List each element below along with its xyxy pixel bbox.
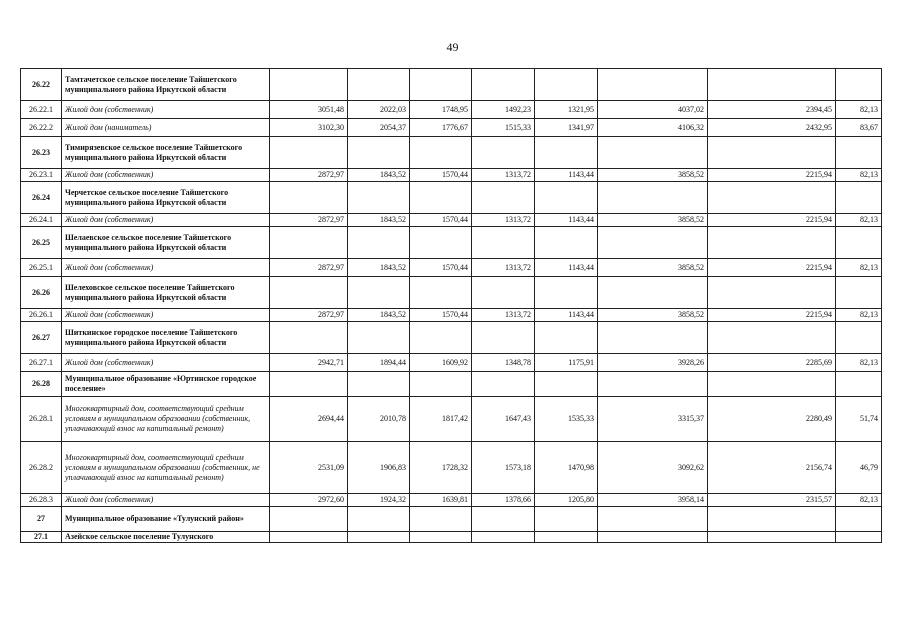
- cell: 1843,52: [348, 309, 410, 322]
- cell: [348, 532, 410, 543]
- row-name: Многоквартирный дом, соответствующий средним условиям в муниципальном образовании (собственник, уплачивающий взнос на капитальный ремонт): [62, 397, 270, 442]
- cell: 1776,67: [410, 119, 472, 137]
- cell: [708, 227, 836, 259]
- cell: 2694,44: [270, 397, 348, 442]
- cell: [598, 69, 708, 101]
- row-name: Жилой дом (собственник): [62, 309, 270, 322]
- cell: [836, 227, 882, 259]
- cell: [472, 322, 535, 354]
- cell: 1313,72: [472, 214, 535, 227]
- cell: 3051,48: [270, 101, 348, 119]
- cell: [348, 69, 410, 101]
- cell: 2872,97: [270, 309, 348, 322]
- cell: 4037,02: [598, 101, 708, 119]
- row-code: 26.26.1: [21, 309, 62, 322]
- cell: [836, 507, 882, 532]
- cell: 2394,45: [708, 101, 836, 119]
- row-code: 26.25: [21, 227, 62, 259]
- row-name: Жилой дом (собственник): [62, 354, 270, 372]
- cell: [472, 227, 535, 259]
- cell: [598, 532, 708, 543]
- table-row: [21, 507, 882, 532]
- cell: 1143,44: [535, 214, 598, 227]
- cell: [410, 322, 472, 354]
- cell: [472, 182, 535, 214]
- table-row: [21, 532, 882, 543]
- table-row: [21, 182, 882, 214]
- row-name: Жилой дом (собственник): [62, 214, 270, 227]
- cell: 1378,66: [472, 494, 535, 507]
- cell: 1817,42: [410, 397, 472, 442]
- cell: 1843,52: [348, 169, 410, 182]
- row-code: 26.28.1: [21, 397, 62, 442]
- row-code: 27: [21, 507, 62, 532]
- cell: 1313,72: [472, 169, 535, 182]
- cell: 2215,94: [708, 259, 836, 277]
- cell: [410, 532, 472, 543]
- cell: 1570,44: [410, 259, 472, 277]
- table-row: [21, 227, 882, 259]
- cell: [472, 277, 535, 309]
- table-body: [21, 69, 882, 543]
- cell: [598, 277, 708, 309]
- cell: [708, 182, 836, 214]
- cell: 1728,32: [410, 442, 472, 494]
- row-name: Муниципальное образование «Тулунский район»: [62, 507, 270, 532]
- cell: [708, 277, 836, 309]
- row-code: 26.22: [21, 69, 62, 101]
- cell: [348, 182, 410, 214]
- cell: [472, 507, 535, 532]
- table-row: [21, 494, 882, 507]
- cell: [708, 137, 836, 169]
- cell: 1143,44: [535, 259, 598, 277]
- row-code: 26.25.1: [21, 259, 62, 277]
- cell: [410, 137, 472, 169]
- cell: 82,13: [836, 354, 882, 372]
- cell: 1348,78: [472, 354, 535, 372]
- cell: 3102,30: [270, 119, 348, 137]
- cell: [708, 532, 836, 543]
- row-code: 26.28: [21, 372, 62, 397]
- cell: [348, 137, 410, 169]
- row-name: Муниципальное образование «Юртинское городское поселение»: [62, 372, 270, 397]
- cell: 1515,33: [472, 119, 535, 137]
- cell: 2215,94: [708, 169, 836, 182]
- cell: [535, 507, 598, 532]
- cell: 1313,72: [472, 309, 535, 322]
- cell: [836, 322, 882, 354]
- cell: [348, 227, 410, 259]
- table-row: [21, 372, 882, 397]
- cell: [270, 277, 348, 309]
- cell: 1570,44: [410, 214, 472, 227]
- cell: [535, 69, 598, 101]
- cell: [708, 372, 836, 397]
- cell: 1647,43: [472, 397, 535, 442]
- cell: [270, 322, 348, 354]
- row-code: 26.23.1: [21, 169, 62, 182]
- row-code: 26.22.1: [21, 101, 62, 119]
- cell: 1175,91: [535, 354, 598, 372]
- cell: 2872,97: [270, 259, 348, 277]
- cell: [535, 182, 598, 214]
- cell: [535, 137, 598, 169]
- row-name: Многоквартирный дом, соответствующий средним условиям в муниципальном образовании (собственник, не уплачивающий взнос на капитальный ремонт): [62, 442, 270, 494]
- cell: [270, 69, 348, 101]
- cell: [348, 277, 410, 309]
- cell: 51,74: [836, 397, 882, 442]
- row-code: 26.22.2: [21, 119, 62, 137]
- row-name: Тимирязевское сельское поселение Тайшетского муниципального района Иркутской области: [62, 137, 270, 169]
- cell: [472, 137, 535, 169]
- cell: [708, 69, 836, 101]
- table-row: [21, 354, 882, 372]
- row-name: Жилой дом (собственник): [62, 494, 270, 507]
- cell: 2022,03: [348, 101, 410, 119]
- cell: [836, 277, 882, 309]
- cell: [598, 182, 708, 214]
- cell: 2872,97: [270, 214, 348, 227]
- cell: 1843,52: [348, 214, 410, 227]
- cell: 2972,60: [270, 494, 348, 507]
- cell: [270, 507, 348, 532]
- cell: 1470,98: [535, 442, 598, 494]
- table-row: [21, 322, 882, 354]
- cell: 3858,52: [598, 309, 708, 322]
- cell: 3928,26: [598, 354, 708, 372]
- cell: 1924,32: [348, 494, 410, 507]
- cell: [410, 182, 472, 214]
- row-name: Азейское сельское поселение Тулунского: [62, 532, 270, 543]
- row-name: Шелеховское сельское поселение Тайшетского муниципального района Иркутской области: [62, 277, 270, 309]
- cell: [535, 277, 598, 309]
- row-code: 26.27: [21, 322, 62, 354]
- row-code: 27.1: [21, 532, 62, 543]
- cell: [836, 372, 882, 397]
- cell: [472, 69, 535, 101]
- table-row: [21, 169, 882, 182]
- tariff-table: [20, 68, 882, 543]
- table-row: [21, 69, 882, 101]
- cell: [598, 372, 708, 397]
- cell: 82,13: [836, 309, 882, 322]
- cell: [270, 372, 348, 397]
- cell: 2215,94: [708, 214, 836, 227]
- cell: [836, 137, 882, 169]
- cell: 3858,52: [598, 259, 708, 277]
- cell: [410, 69, 472, 101]
- cell: 2285,69: [708, 354, 836, 372]
- cell: [270, 227, 348, 259]
- cell: 3858,52: [598, 169, 708, 182]
- cell: [598, 322, 708, 354]
- cell: 2531,09: [270, 442, 348, 494]
- cell: 82,13: [836, 494, 882, 507]
- cell: 2432,95: [708, 119, 836, 137]
- cell: 3315,37: [598, 397, 708, 442]
- cell: 1573,18: [472, 442, 535, 494]
- cell: [472, 532, 535, 543]
- table-row: [21, 119, 882, 137]
- cell: [348, 322, 410, 354]
- cell: 2315,57: [708, 494, 836, 507]
- cell: 1321,95: [535, 101, 598, 119]
- cell: 1535,33: [535, 397, 598, 442]
- cell: [836, 182, 882, 214]
- cell: [598, 507, 708, 532]
- cell: [348, 507, 410, 532]
- row-name: Шиткинское городское поселение Тайшетского муниципального района Иркутской области: [62, 322, 270, 354]
- table-row: [21, 309, 882, 322]
- cell: 3092,62: [598, 442, 708, 494]
- cell: [410, 227, 472, 259]
- cell: 46,79: [836, 442, 882, 494]
- row-name: Жилой дом (собственник): [62, 259, 270, 277]
- cell: 2054,37: [348, 119, 410, 137]
- table-row: [21, 277, 882, 309]
- cell: [708, 507, 836, 532]
- row-code: 26.24.1: [21, 214, 62, 227]
- table-row: [21, 214, 882, 227]
- cell: 1639,81: [410, 494, 472, 507]
- cell: 83,67: [836, 119, 882, 137]
- cell: [348, 372, 410, 397]
- row-name: Жилой дом (собственник): [62, 169, 270, 182]
- cell: 2942,71: [270, 354, 348, 372]
- cell: 2010,78: [348, 397, 410, 442]
- cell: 82,13: [836, 169, 882, 182]
- row-name: Жилой дом (наниматель): [62, 119, 270, 137]
- row-code: 26.24: [21, 182, 62, 214]
- cell: 1205,80: [535, 494, 598, 507]
- cell: 4106,32: [598, 119, 708, 137]
- cell: 2280,49: [708, 397, 836, 442]
- cell: 3958,14: [598, 494, 708, 507]
- cell: 1313,72: [472, 259, 535, 277]
- cell: [535, 532, 598, 543]
- table-row: [21, 397, 882, 442]
- cell: [270, 532, 348, 543]
- row-name: Тамтачетское сельское поселение Тайшетского муниципального района Иркутской области: [62, 69, 270, 101]
- cell: [270, 182, 348, 214]
- cell: [598, 227, 708, 259]
- cell: [836, 532, 882, 543]
- row-name: Шелаевское сельское поселение Тайшетского муниципального района Иркутской области: [62, 227, 270, 259]
- cell: 1143,44: [535, 309, 598, 322]
- cell: [410, 277, 472, 309]
- cell: 1843,52: [348, 259, 410, 277]
- cell: [535, 372, 598, 397]
- cell: [708, 322, 836, 354]
- cell: 1894,44: [348, 354, 410, 372]
- cell: 1143,44: [535, 169, 598, 182]
- cell: 82,13: [836, 214, 882, 227]
- cell: 1341,97: [535, 119, 598, 137]
- cell: 82,13: [836, 259, 882, 277]
- page-number: 49: [446, 40, 459, 54]
- table-row: [21, 137, 882, 169]
- cell: [836, 69, 882, 101]
- row-code: 26.28.3: [21, 494, 62, 507]
- cell: 1492,23: [472, 101, 535, 119]
- row-code: 26.26: [21, 277, 62, 309]
- cell: 1570,44: [410, 169, 472, 182]
- table-row: [21, 259, 882, 277]
- row-code: 26.28.2: [21, 442, 62, 494]
- row-name: Жилой дом (собственник): [62, 101, 270, 119]
- row-code: 26.23: [21, 137, 62, 169]
- cell: [535, 322, 598, 354]
- cell: 1906,83: [348, 442, 410, 494]
- cell: 3858,52: [598, 214, 708, 227]
- cell: [598, 137, 708, 169]
- cell: [270, 137, 348, 169]
- cell: 1570,44: [410, 309, 472, 322]
- cell: [410, 372, 472, 397]
- cell: 2215,94: [708, 309, 836, 322]
- row-name: Черчетское сельское поселение Тайшетского муниципального района Иркутской области: [62, 182, 270, 214]
- cell: [472, 372, 535, 397]
- cell: 82,13: [836, 101, 882, 119]
- cell: 2872,97: [270, 169, 348, 182]
- cell: [410, 507, 472, 532]
- table-row: [21, 101, 882, 119]
- cell: 1748,95: [410, 101, 472, 119]
- cell: 1609,92: [410, 354, 472, 372]
- table-row: [21, 442, 882, 494]
- row-code: 26.27.1: [21, 354, 62, 372]
- cell: [535, 227, 598, 259]
- cell: 2156,74: [708, 442, 836, 494]
